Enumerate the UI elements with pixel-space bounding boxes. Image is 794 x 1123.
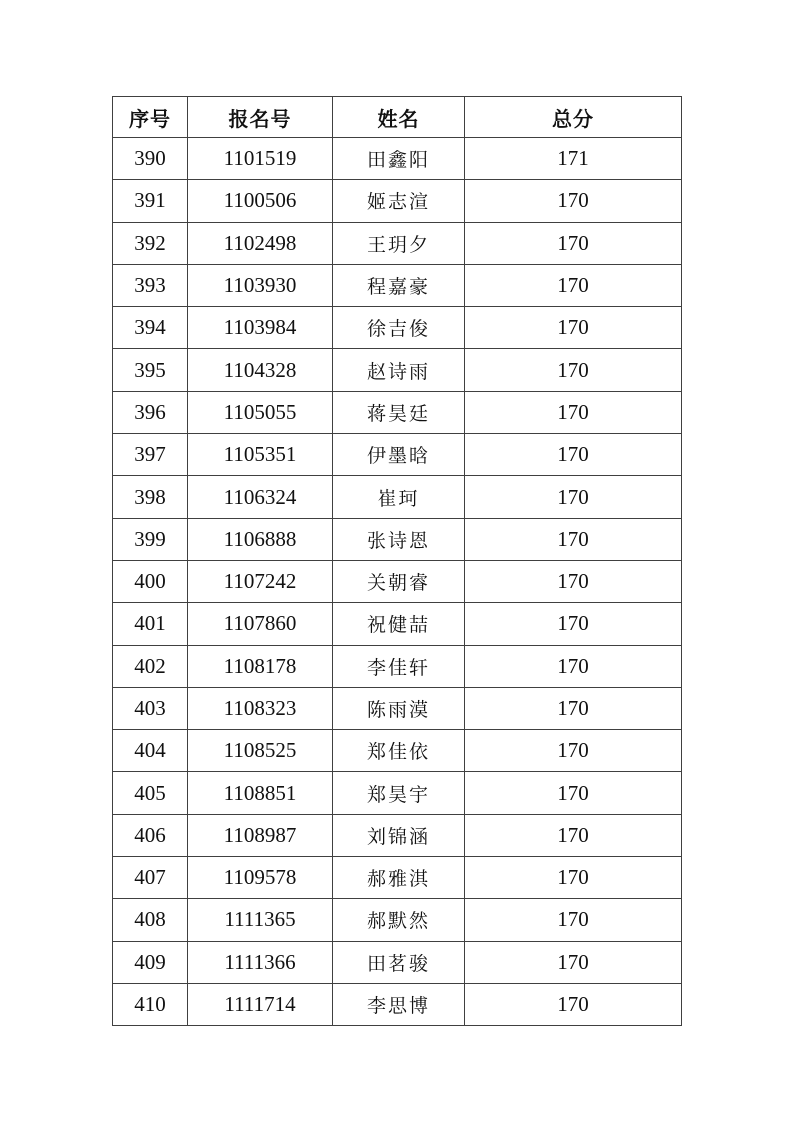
cell-score: 170 xyxy=(465,476,682,518)
table-row xyxy=(113,560,682,602)
cell-regno: 1111366 xyxy=(188,941,333,983)
cell-score: 170 xyxy=(465,730,682,772)
cell-name: 徐吉俊 xyxy=(333,307,465,349)
table-row xyxy=(113,222,682,264)
cell-regno: 1108525 xyxy=(188,730,333,772)
cell-score: 170 xyxy=(465,857,682,899)
cell-serial: 406 xyxy=(113,814,188,856)
cell-serial: 390 xyxy=(113,138,188,180)
cell-score: 170 xyxy=(465,814,682,856)
cell-serial: 407 xyxy=(113,857,188,899)
table-row xyxy=(113,645,682,687)
table-row xyxy=(113,349,682,391)
cell-serial: 405 xyxy=(113,772,188,814)
cell-name: 程嘉豪 xyxy=(333,264,465,306)
cell-regno: 1109578 xyxy=(188,857,333,899)
table-row xyxy=(113,603,682,645)
cell-name: 郝默然 xyxy=(333,899,465,941)
cell-regno: 1108851 xyxy=(188,772,333,814)
cell-serial: 392 xyxy=(113,222,188,264)
cell-serial: 393 xyxy=(113,264,188,306)
table-row xyxy=(113,814,682,856)
cell-score: 170 xyxy=(465,434,682,476)
results-table xyxy=(112,96,682,1026)
cell-regno: 1100506 xyxy=(188,180,333,222)
cell-name: 伊墨晗 xyxy=(333,434,465,476)
cell-regno: 1103984 xyxy=(188,307,333,349)
cell-name: 李思博 xyxy=(333,983,465,1025)
column-header-serial: 序号 xyxy=(113,97,188,138)
cell-serial: 404 xyxy=(113,730,188,772)
table-row xyxy=(113,138,682,180)
cell-serial: 399 xyxy=(113,518,188,560)
table-row xyxy=(113,983,682,1025)
cell-serial: 400 xyxy=(113,560,188,602)
cell-serial: 408 xyxy=(113,899,188,941)
table-row xyxy=(113,476,682,518)
cell-score: 170 xyxy=(465,772,682,814)
column-header-score: 总分 xyxy=(465,97,682,138)
cell-serial: 396 xyxy=(113,391,188,433)
cell-score: 170 xyxy=(465,180,682,222)
cell-name: 蒋昊廷 xyxy=(333,391,465,433)
cell-serial: 394 xyxy=(113,307,188,349)
cell-score: 170 xyxy=(465,983,682,1025)
table-row xyxy=(113,391,682,433)
table-row xyxy=(113,941,682,983)
cell-score: 170 xyxy=(465,222,682,264)
cell-regno: 1108987 xyxy=(188,814,333,856)
cell-serial: 402 xyxy=(113,645,188,687)
cell-regno: 1108323 xyxy=(188,687,333,729)
table-row xyxy=(113,180,682,222)
cell-name: 张诗恩 xyxy=(333,518,465,560)
cell-name: 关朝睿 xyxy=(333,560,465,602)
table-row xyxy=(113,264,682,306)
cell-regno: 1106888 xyxy=(188,518,333,560)
cell-score: 170 xyxy=(465,899,682,941)
cell-serial: 409 xyxy=(113,941,188,983)
cell-serial: 395 xyxy=(113,349,188,391)
cell-serial: 398 xyxy=(113,476,188,518)
cell-score: 170 xyxy=(465,391,682,433)
cell-score: 170 xyxy=(465,560,682,602)
cell-serial: 410 xyxy=(113,983,188,1025)
table-row xyxy=(113,434,682,476)
table-row xyxy=(113,899,682,941)
cell-score: 171 xyxy=(465,138,682,180)
table-row xyxy=(113,857,682,899)
cell-score: 170 xyxy=(465,603,682,645)
cell-score: 170 xyxy=(465,941,682,983)
column-header-regno: 报名号 xyxy=(188,97,333,138)
cell-score: 170 xyxy=(465,349,682,391)
cell-name: 田茗骏 xyxy=(333,941,465,983)
cell-regno: 1107242 xyxy=(188,560,333,602)
table-row xyxy=(113,518,682,560)
table-row xyxy=(113,730,682,772)
cell-regno: 1102498 xyxy=(188,222,333,264)
cell-name: 祝健喆 xyxy=(333,603,465,645)
table-row xyxy=(113,307,682,349)
cell-serial: 401 xyxy=(113,603,188,645)
cell-serial: 391 xyxy=(113,180,188,222)
cell-score: 170 xyxy=(465,645,682,687)
cell-regno: 1106324 xyxy=(188,476,333,518)
cell-name: 刘锦涵 xyxy=(333,814,465,856)
cell-regno: 1111365 xyxy=(188,899,333,941)
cell-score: 170 xyxy=(465,518,682,560)
cell-serial: 403 xyxy=(113,687,188,729)
column-header-name: 姓名 xyxy=(333,97,465,138)
cell-regno: 1111714 xyxy=(188,983,333,1025)
cell-regno: 1101519 xyxy=(188,138,333,180)
cell-regno: 1105055 xyxy=(188,391,333,433)
header-row xyxy=(113,97,682,138)
cell-regno: 1105351 xyxy=(188,434,333,476)
cell-score: 170 xyxy=(465,687,682,729)
cell-name: 郑昊宇 xyxy=(333,772,465,814)
cell-name: 郝雅淇 xyxy=(333,857,465,899)
cell-name: 陈雨漠 xyxy=(333,687,465,729)
cell-name: 赵诗雨 xyxy=(333,349,465,391)
cell-regno: 1103930 xyxy=(188,264,333,306)
cell-name: 姬志渲 xyxy=(333,180,465,222)
cell-name: 李佳轩 xyxy=(333,645,465,687)
cell-name: 崔珂 xyxy=(333,476,465,518)
cell-name: 田鑫阳 xyxy=(333,138,465,180)
cell-name: 王玥夕 xyxy=(333,222,465,264)
cell-score: 170 xyxy=(465,264,682,306)
table-row xyxy=(113,772,682,814)
table-header xyxy=(113,97,682,138)
table-row xyxy=(113,687,682,729)
cell-regno: 1104328 xyxy=(188,349,333,391)
cell-score: 170 xyxy=(465,307,682,349)
cell-regno: 1107860 xyxy=(188,603,333,645)
table-body xyxy=(113,138,682,1026)
cell-name: 郑佳依 xyxy=(333,730,465,772)
cell-serial: 397 xyxy=(113,434,188,476)
cell-regno: 1108178 xyxy=(188,645,333,687)
